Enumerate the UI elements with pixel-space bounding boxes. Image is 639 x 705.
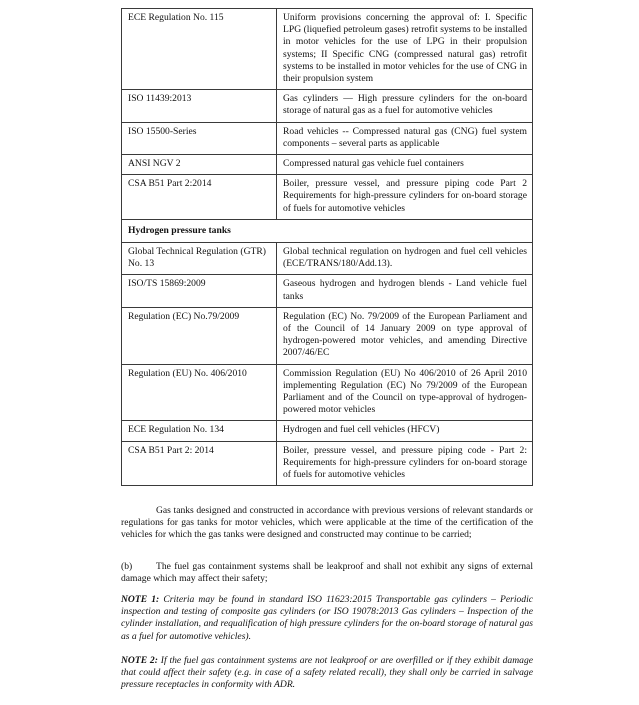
table-row: [122, 90, 533, 122]
regulations-table: [121, 8, 533, 486]
regulation-desc-cell: Compressed natural gas vehicle fuel containers: [277, 155, 533, 175]
regulation-desc-cell: Gas cylinders — High pressure cylinders for the on-board storage of natural gas as a fuel for automotive vehicles: [277, 90, 533, 122]
note-1-label: NOTE 1:: [121, 594, 160, 605]
regulation-ref-cell: ISO 11439:2013: [122, 90, 277, 122]
regulation-desc-cell: Gaseous hydrogen and hydrogen blends - Land vehicle fuel tanks: [277, 275, 533, 307]
table-row: [122, 307, 533, 364]
regulation-desc-cell: Global technical regulation on hydrogen and fuel cell vehicles (ECE/TRANS/180/Add.13).: [277, 243, 533, 275]
table-row: [122, 122, 533, 154]
regulation-desc-cell: Commission Regulation (EU) No 406/2010 of 26 April 2010 implementing Regulation (EC) No 79/2009 of the European Parliament and of the Council on type-approval of hydrogen-powered motor vehicles: [277, 364, 533, 421]
regulation-ref-cell: Regulation (EU) No. 406/2010: [122, 364, 277, 421]
paragraph-label: (b): [121, 561, 133, 572]
note-1: [121, 594, 533, 643]
regulation-desc-cell: Regulation (EC) No. 79/2009 of the European Parliament and of the Council of 14 January 2009 on type approval of hydrogen-powered motor vehicles, and amending Directive 2007/46/EC: [277, 307, 533, 364]
leakproof-paragraph: [121, 561, 533, 585]
table-row: [122, 243, 533, 275]
table-row: [122, 421, 533, 441]
hydrogen-section-heading: Hydrogen pressure tanks: [122, 219, 533, 242]
table-row: [122, 175, 533, 220]
previous-versions-paragraph: Gas tanks designed and constructed in accordance with previous versions of relevant standards or regulations for gas tanks for motor vehicles, which were applicable at the time of the certification of the vehicles for which the gas tanks were designed and constructed may continue to be carried;: [121, 505, 533, 541]
regulation-desc-cell: Boiler, pressure vessel, and pressure piping code Part 2 Requirements for high-pressure cylinders for on-board storage of fuels for automotive vehicles: [277, 175, 533, 220]
table-row: [122, 364, 533, 421]
note-2-label: NOTE 2:: [121, 655, 158, 666]
table-row: [122, 275, 533, 307]
regulation-ref-cell: Regulation (EC) No.79/2009: [122, 307, 277, 364]
table-row: [122, 9, 533, 90]
note-2-text: If the fuel gas containment systems are not leakproof or are overfilled or if they exhibit damage that could affect their safety (e.g. in case of a safety related recall), they shall only be carried in salvage pressure receptacles in conformity with ADR.: [121, 655, 534, 691]
table-row: [122, 155, 533, 175]
regulation-ref-cell: ANSI NGV 2: [122, 155, 277, 175]
regulation-desc-cell: Boiler, pressure vessel, and pressure piping code - Part 2: Requirements for high-pressure cylinders for on-board storage of fuels for automotive vehicles: [277, 441, 533, 486]
regulation-desc-cell: Road vehicles -- Compressed natural gas (CNG) fuel system components – several parts as applicable: [277, 122, 533, 154]
regulation-ref-cell: ISO/TS 15869:2009: [122, 275, 277, 307]
regulation-ref-cell: Global Technical Regulation (GTR) No. 13: [122, 243, 277, 275]
section-heading-row: [122, 219, 533, 242]
regulation-ref-cell: CSA B51 Part 2:2014: [122, 175, 277, 220]
regulation-desc-cell: Hydrogen and fuel cell vehicles (HFCV): [277, 421, 533, 441]
regulation-ref-cell: ECE Regulation No. 115: [122, 9, 277, 90]
paragraph-text: The fuel gas containment systems shall be leakproof and shall not exhibit any signs of external damage which may affect their safety;: [121, 561, 533, 585]
regulation-ref-cell: ISO 15500-Series: [122, 122, 277, 154]
regulation-ref-cell: CSA B51 Part 2: 2014: [122, 441, 277, 486]
note-1-text: Criteria may be found in standard ISO 11623:2015 Transportable gas cylinders – Periodic inspection and testing of composite gas cylinders (or ISO 19078:2013 Gas cylinders – Inspection of the cylinder installation, and requalification of high pressure cylinders for the on-board storage of natural gas as a fuel for automotive vehicles).: [121, 594, 534, 642]
regulation-desc-cell: Uniform provisions concerning the approval of: I. Specific LPG (liquefied petroleum gases) retrofit systems to be installed in motor vehicles for the use of LPG in their propulsion systems; II Specific CNG (compressed natural gas) retrofit systems to be installed in motor vehicles for the use of CNG in their propulsion system: [277, 9, 533, 90]
regulation-ref-cell: ECE Regulation No. 134: [122, 421, 277, 441]
table-row: [122, 441, 533, 486]
note-2: [121, 655, 533, 692]
